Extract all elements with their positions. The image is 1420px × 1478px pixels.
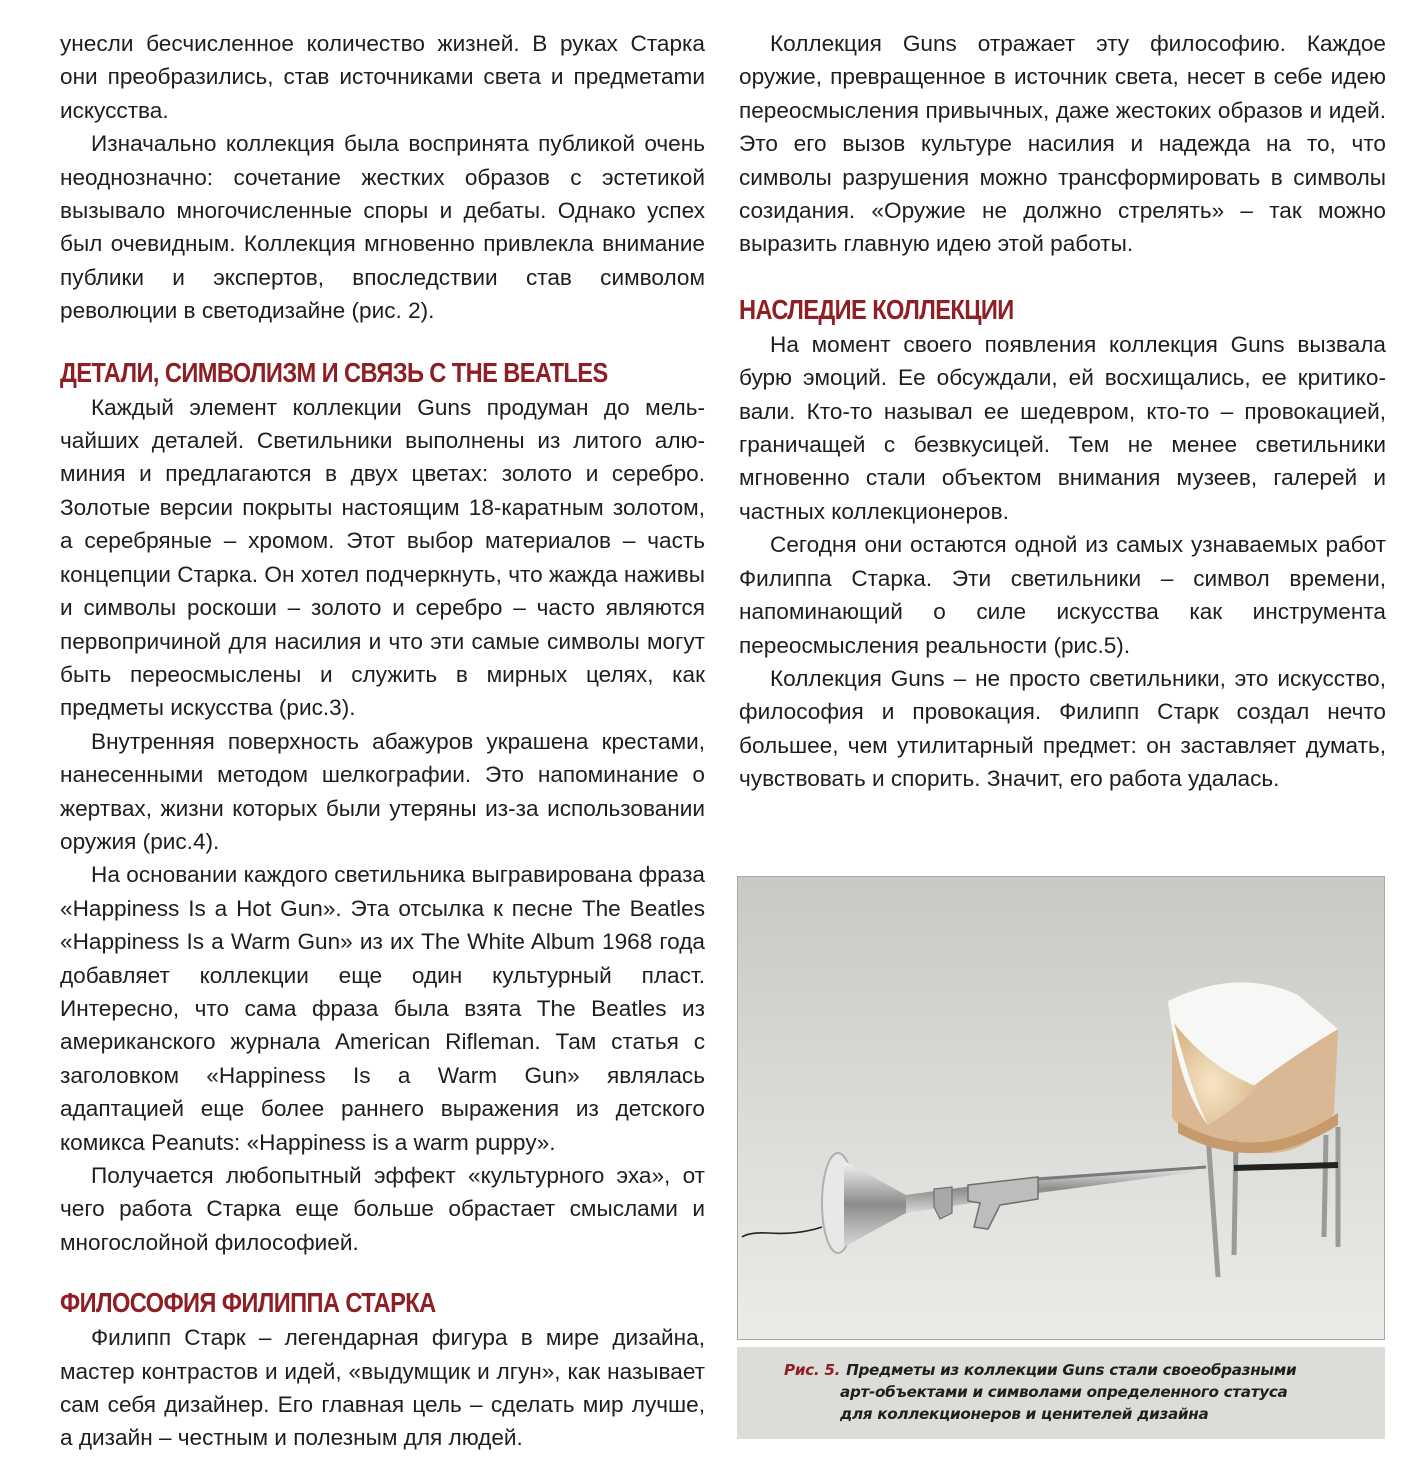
caption-text-1: Предметы из коллекции Guns стали своеобразными bbox=[846, 1361, 1297, 1379]
figure-photo bbox=[737, 876, 1385, 1340]
paragraph-phrase: На основании каждого светильника выгравирована фраза «Happiness Is a Hot Gun». Эта отсылка к песне The Beatles «Happiness Is a Warm Gun» из их The White Album 1968 года добавляет коллекции еще один культурный пласт. Интересно, что сама фраза была взята The Beatles из американского журнала American Rifleman. Там статья с заголовком «Happiness Is a Warm Gun» являлась адаптацией еще более раннего выражения из детского комикса Peanuts: «Happiness is a warm puppy». bbox=[60, 862, 705, 1155]
paragraph-emotions: На момент своего появления коллекция Guns вызвала бурю эмоций. Ее обсуждали, ей восхищались, ее критиковали. Кто-то называл ее шедевром, кто-то – провокацией, граничащей с безвкусицей. Тем не менее светильники мгновенно стали объектом внимания музеев, галерей и частных коллекционеров. bbox=[739, 331, 1386, 524]
left-column bbox=[60, 27, 705, 1455]
paragraph-crosses: Внутренняя поверхность абажуров украшена крестами, нанесенными методом шелкографии. Это напоминание о жертвах, жизни которых были утеряны из-за использовании оружия (рис.4). bbox=[60, 728, 705, 854]
section-heading-details: ДЕТАЛИ, СИМВОЛИЗМ И СВЯЗЬ С THE BEATLES bbox=[60, 356, 608, 388]
caption-line-1 bbox=[784, 1359, 1385, 1381]
paragraph-reflects: Коллекция Guns отражает эту философию. Каждое оружие, превращенное в источник света, несет в себе идею переосмысления привычных, даже жестоких образов и идей. Это его вызов культуре насилия и надежда на то, что символы разрушения можно трансформировать в символы созидания. «Оружие не должно стрелять» – так можно выразить главную идею этой работы. bbox=[739, 31, 1386, 257]
right-column bbox=[739, 27, 1386, 796]
caption-line-3: для коллекционеров и ценителей дизайна bbox=[840, 1405, 1209, 1423]
paragraph-conclusion: Коллекция Guns – не просто светильники, это искусство, философия и провокация. Филипп Старк создал нечто большее, чем утилитарный предмет: он заставляет думать, чувствовать и спорить. Значит, его работа удалась. bbox=[739, 665, 1386, 792]
section-heading-legacy: НАСЛЕДИЕ КОЛЛЕКЦИИ bbox=[739, 293, 1014, 325]
paragraph-today: Сегодня они остаются одной из самых узнаваемых работ Филиппа Старка. Эти светильники – символ времени, напоминающий о силе искусства как инструмента переосмысления реальности (рис.5). bbox=[739, 532, 1386, 658]
section-heading-philosophy: ФИЛОСОФИЯ ФИЛИППА СТАРКА bbox=[60, 1287, 436, 1319]
figure-label: Рис. 5. bbox=[784, 1361, 841, 1379]
caption-line-2: арт-объектами и символами определенного статуса bbox=[840, 1383, 1288, 1401]
paragraph-reception: Изначально коллекция была воспринята публикой очень неоднозначно: сочетание жестких образов с эстетикой вызывало многочисленные споры и дебаты. Однако успех был очевидным. Коллекция мгновенно привлекла внимание публики и экспертов, впоследствии став символом революции в светодизайне (рис. 2). bbox=[60, 131, 705, 324]
paragraph-echo: Получается любопытный эффект «культурного эха», от чего работа Старка еще больше обрастает смыслами и многослойной философией. bbox=[60, 1163, 705, 1255]
figure-caption bbox=[737, 1347, 1385, 1439]
gun-lamp-photo bbox=[738, 877, 1384, 1339]
paragraph-starck: Филипп Старк – легендарная фигура в мире дизайна, мастер контрастов и идей, «выдумщик и лгун», как называет сам себя дизайнер. Его главная цель – сделать мир лучше, а дизайн – честным и полезным для людей. bbox=[60, 1325, 705, 1451]
paragraph-continuation: унесли бесчисленное количество жизней. В руках Старка они преобразились, став источниками света и предметаmи искусства. bbox=[60, 31, 705, 123]
paragraph-details: Каждый элемент коллекции Guns продуман до мельчайших деталей. Светильники выполнены из литого алюминия и предлагаются в двух цветах: золото и серебро. Золотые версии покрыты настоящим 18-каратным золотом, а серебряные – хромом. Этот выбор материалов – часть концепции Старка. Он хотел подчеркнуть, что жажда наживы и символы роскоши – золото и серебро – часто являются первопричиной для насилия и что эти самые символы могут быть переосмыслены и служить в мирных целях, как предметы искусства (рис.3). bbox=[60, 394, 705, 721]
